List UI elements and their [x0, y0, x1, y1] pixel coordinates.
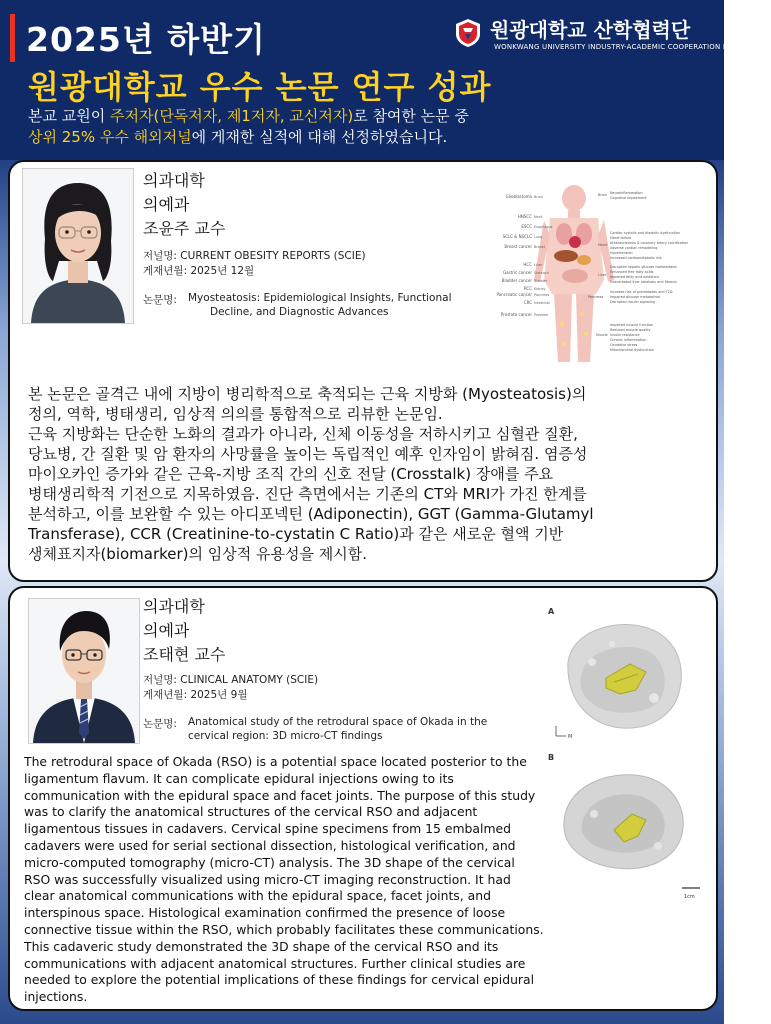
figure-label: Brain	[534, 195, 543, 199]
figure-label: Glioblastoma	[505, 194, 532, 199]
professor-name: 조윤주 교수	[143, 219, 226, 238]
summary-line: Transferase), CCR (Creatinine-to-cystatin C Ratio)과 같은 새로운 혈액 기반	[28, 525, 564, 543]
abstract-line: The retrodural space of Okada (RSO) is a potential space located posterior to the	[24, 754, 527, 769]
figure-label: Reduced muscle quality	[610, 328, 651, 332]
abstract-line: clear anatomical communications with the epidural space, facet joints, and	[24, 888, 491, 904]
abstract-line: was to clarify the anatomical structures of the cervical RSO and adjacent	[24, 804, 478, 820]
journal-name: 저널명: CURRENT OBESITY REPORTS (SCIE)	[143, 250, 366, 262]
figure-label: Impaired muscle function	[610, 323, 654, 327]
figure-label: Cognitive impairment	[610, 196, 647, 200]
figure-label: HNSCC	[517, 214, 532, 219]
figure-label: Chronic inflammation	[610, 338, 647, 342]
year-title: 2025년 하반기	[26, 20, 266, 59]
figure-label: Heart	[598, 243, 608, 247]
figure-label: Liver	[598, 273, 607, 277]
figure-label: Increased cardiometabolic risk	[610, 256, 662, 260]
abstract-line: needed to explore the potential implications of these findings for cervical epidural	[24, 972, 535, 988]
abstract-line: ligamentum flavum. It can complicate epidural injections owing to its	[24, 770, 454, 786]
figure-label: Breast cancer	[504, 244, 532, 249]
figure-label: Prostate cancer	[500, 312, 532, 317]
header	[0, 0, 771, 160]
intro-highlight: 주저자(단독저자, 제1저자, 교신저자)	[110, 107, 354, 125]
myosteatosis-body-figure	[478, 184, 706, 366]
paper-title-label: 논문명:	[143, 294, 177, 306]
intro-line-1	[28, 106, 718, 127]
abstract-line: ligamentous tissues in cadavers. Cervical spine specimens from 15 embalmed	[24, 821, 512, 837]
figure-label: Oxidative stress	[610, 343, 638, 347]
figure-label: Lung	[534, 235, 543, 239]
figure-label: Neck	[534, 215, 543, 219]
university-logo-icon	[454, 18, 482, 48]
abstract-line: RSO was successfully visualized using micro-CT imaging reconstruction. It had	[24, 871, 511, 887]
panel-a-label: A	[548, 607, 555, 616]
figure-label: Prostate	[534, 313, 548, 317]
main-title: 원광대학교 우수 논문 연구 성과	[28, 68, 492, 106]
abstract-line: injections.	[24, 989, 88, 1005]
figure-label: Hypertension	[610, 251, 633, 255]
figure-label: Insulin resistance	[610, 333, 640, 337]
intro-text-part: 본교 교원이	[28, 107, 110, 125]
publication-date: 게재년월: 2025년 12월	[143, 265, 255, 277]
intro-text	[28, 106, 718, 148]
publication-date: 게재년월: 2025년 9월	[143, 689, 248, 701]
figure-label: Esophagus	[534, 225, 553, 229]
figure-label: Impaired fatty acid oxidation	[610, 275, 659, 279]
figure-label: Heart failure	[610, 236, 632, 240]
figure-label: Bladder cancer	[501, 278, 532, 283]
figure-label: Increase risk of prediabetes and T2D	[610, 290, 673, 294]
figure-label: Bladder	[534, 279, 548, 283]
intro-highlight: 상위 25% 우수 해외저널	[28, 128, 192, 146]
figure-label: Adverse cardiac remodeling	[610, 246, 658, 250]
figure-label: Mitochondrial dysfunction	[610, 348, 654, 352]
figure-label: SCLC & NSCLC	[502, 234, 532, 239]
summary-line: 분석하고, 이를 보완할 수 있는 아디포넥틴 (Adiponectin), GGT (Gamma-Glutamyl	[28, 505, 594, 523]
red-accent-bar	[10, 14, 15, 62]
figure-label: Pancreas	[588, 295, 604, 299]
abstract-line: micro-computed tomography (micro-CT) analysis. The 3D shape of the cervical	[24, 854, 515, 870]
summary-line: 본 논문은 골격근 내에 지방이 병리학적으로 축적되는 근육 지방화 (Myosteatosis)의	[28, 385, 587, 403]
figure-label: Intestinal	[534, 301, 550, 305]
figure-label: Exacerbated liver steatosis and fibrosis	[610, 280, 677, 284]
department-name: 의예과	[143, 195, 190, 214]
intro-text-part: 로 참여한 논문 중	[353, 107, 469, 125]
college-name: 의과대학	[143, 171, 205, 190]
abstract-line: communication with the epidural space and facet joints. The purpose of this study	[24, 787, 536, 803]
abstract-line: communications with adjacent anatomical structures. Further clinical studies are	[24, 955, 526, 971]
paper-abstract-english	[24, 754, 564, 1006]
figure-label: Muscle	[596, 333, 608, 337]
summary-line: 정의, 역학, 병태생리, 임상적 의의를 통합적으로 리뷰한 논문임.	[28, 405, 443, 423]
micro-ct-figure	[542, 602, 710, 902]
figure-axis-label: M	[568, 734, 573, 740]
paper-title-line-2: cervical region: 3D micro-CT findings	[188, 730, 383, 742]
professor-photo	[28, 598, 140, 744]
figure-label: Enhanced free fatty acids	[610, 270, 654, 274]
figure-label: HCC	[523, 262, 532, 267]
figure-label: Gastric cancer	[503, 270, 532, 275]
figure-label: CRC	[523, 300, 532, 305]
intro-text-part: 에 게재한 실적에 대해 선정하였습니다.	[191, 128, 448, 146]
figure-label: Stomach	[534, 271, 549, 275]
figure-label: Atherosclerosis & coronary artery calcification	[610, 241, 689, 245]
summary-line: 당뇨병, 간 질환 및 암 환자의 사망률을 높이는 독립적인 예후 인자임이 밝혀짐. 염증성	[28, 445, 588, 463]
abstract-line: interspinous space. Histological examination confirmed the presence of loose	[24, 905, 506, 921]
summary-line: 마이오카인 증가와 같은 근육-지방 조직 간의 신호 전달 (Crosstalk) 장애를 주요	[28, 465, 554, 483]
figure-label: Neuroinflammation	[610, 191, 643, 195]
paper-card-2	[8, 586, 718, 1011]
figure-label: Cardiac systolic and diastolic dysfunction	[610, 231, 681, 235]
abstract-line: This cadaveric study demonstrated the 3D shape of the cervical RSO and its	[24, 938, 499, 954]
figure-label: Disrupted hepatic glucose homeostasis	[610, 265, 677, 269]
department-name: 의예과	[143, 621, 190, 640]
paper-title-line-1: Anatomical study of the retrodural space of Okada in the	[188, 716, 488, 728]
figure-label: Breast	[534, 245, 545, 249]
figure-label: ESCC	[521, 224, 532, 229]
summary-line: 병태생리학적 기전으로 지목하였음. 진단 측면에서는 기존의 CT와 MRI가 가진 한계를	[28, 485, 587, 503]
scale-bar-label: 1cm	[684, 894, 695, 900]
paper-card-1	[8, 160, 718, 582]
org-name: 원광대학교 산학협력단	[490, 18, 691, 42]
summary-line: 생체표지자(biomarker)의 임상적 유용성을 제시함.	[28, 545, 368, 563]
summary-line: 근육 지방화는 단순한 노화의 결과가 아니라, 신체 이동성을 저하시키고 심혈관 질환,	[28, 425, 578, 443]
figure-label: Brain	[598, 193, 607, 197]
figure-label: Disrupted insulin signaling	[610, 300, 656, 304]
figure-label: Pancreatic cancer	[496, 292, 532, 297]
org-subtitle: WONKWANG UNIVERSITY INDUSTRY-ACADEMIC COOPERATION FOUNDATION	[494, 43, 771, 51]
college-name: 의과대학	[143, 597, 205, 616]
figure-label: Pancreas	[534, 293, 550, 297]
journal-name: 저널명: CLINICAL ANATOMY (SCIE)	[143, 674, 319, 686]
figure-label: Impaired glucose metabolism	[610, 295, 661, 299]
paper-title-label: 논문명:	[143, 718, 177, 730]
figure-label: RCC	[523, 286, 532, 291]
paper-title-line-2: Decline, and Diagnostic Advances	[210, 306, 389, 318]
paper-summary-korean	[28, 384, 708, 564]
paper-title-line-1: Myosteatosis: Epidemiological Insights, Functional	[188, 292, 452, 304]
abstract-line: cadavers were used for serial sectional dissection, histological verification, and	[24, 837, 516, 853]
figure-label: Kidney	[534, 287, 546, 291]
figure-label: Liver	[534, 263, 543, 267]
intro-line-2	[28, 127, 718, 148]
professor-photo	[22, 168, 134, 324]
abstract-line: connective tissue within the RSO, which probably facilitates these communications.	[24, 921, 544, 937]
professor-name: 조태현 교수	[143, 645, 226, 664]
panel-b-label: B	[548, 753, 555, 762]
